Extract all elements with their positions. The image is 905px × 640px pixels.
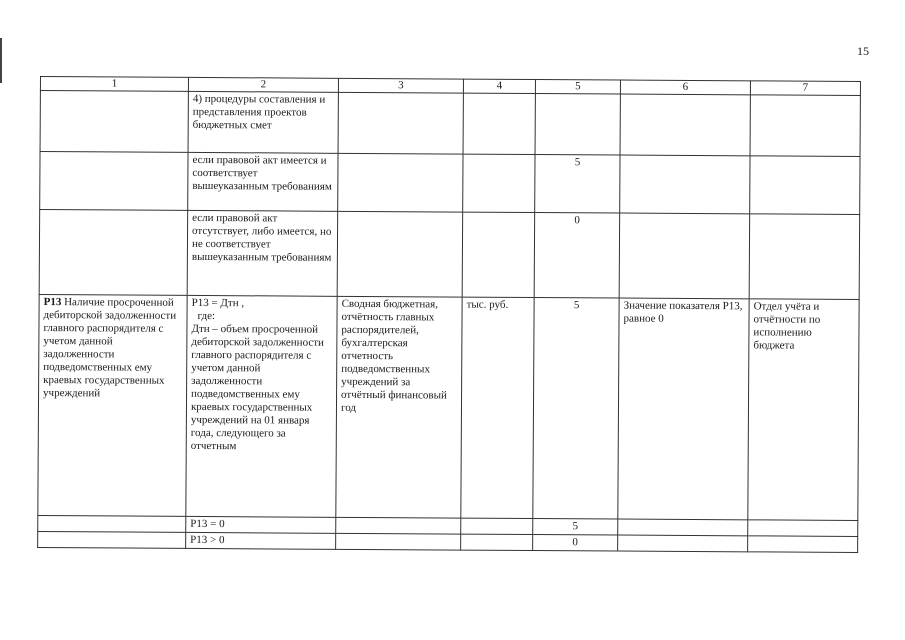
table-row (40, 152, 860, 215)
source-cell: Сводная бюджетная, отчётность главных распорядителей, бухгалтерская отчетность подведомственных учреждений за отчётный финансовый год (336, 296, 462, 518)
cell (618, 519, 748, 536)
cell-score: 5 (535, 155, 620, 214)
column-header: 3 (338, 78, 463, 93)
table-row (40, 91, 860, 157)
column-header: 2 (188, 77, 338, 92)
cell (38, 515, 186, 532)
cell: P13 = 0 (186, 516, 336, 533)
cell (618, 535, 748, 552)
cell (40, 152, 188, 211)
target-value-cell: Значение показателя P13, равное 0 (618, 298, 749, 520)
indicator-name: Наличие просроченной дебиторской задолженности главного распорядителя с учетом данной задолженности подведомственных ему краевых государственных учреждений (43, 296, 177, 400)
cell-score: 5 (533, 519, 618, 536)
unit-cell: тыс. руб. (461, 297, 534, 518)
indicator-name-cell (38, 294, 187, 516)
column-header: 7 (750, 81, 860, 96)
responsible-cell: Отдел учёта и отчётности по исполнению бюджета (748, 299, 859, 521)
table-row (38, 294, 859, 520)
cell (462, 212, 535, 297)
column-header: 6 (620, 80, 750, 95)
cell (338, 153, 463, 212)
cell (463, 93, 535, 154)
formula: P13 = Дтн , (191, 296, 245, 310)
cell-score: 0 (533, 535, 618, 552)
cell-score: 5 (533, 298, 619, 520)
cell (38, 531, 186, 548)
formula-where: где: (197, 309, 216, 323)
cell (337, 211, 463, 297)
cell (620, 155, 750, 214)
cell-score (535, 94, 620, 156)
cell (461, 534, 533, 550)
cell: 4) процедуры составления и представления проектов бюджетных смет (188, 91, 338, 153)
cell (39, 210, 188, 296)
column-header: 5 (535, 80, 620, 95)
cell (461, 518, 533, 534)
cell: если правовой акт отсутствует, либо имеется, но не соответствует вышеуказанным требованиям (187, 210, 338, 296)
cell (336, 533, 461, 550)
column-header: 4 (463, 79, 535, 93)
column-header: 1 (40, 77, 188, 92)
cell: если правовой акт имеется и соответствует вышеуказанным требованиям (188, 152, 338, 211)
cell (619, 213, 750, 299)
cell (40, 91, 188, 153)
cell (463, 154, 535, 212)
cell (750, 95, 860, 157)
formula-cell (186, 295, 337, 517)
indicator-table (37, 76, 861, 553)
cell (338, 92, 463, 154)
cell (749, 214, 860, 300)
scan-edge-mark (0, 38, 2, 83)
cell (748, 536, 858, 553)
cell (750, 156, 860, 215)
cell: P13 > 0 (186, 532, 336, 549)
indicator-code: P13 (43, 296, 62, 309)
page-number: 15 (857, 44, 869, 58)
cell (336, 517, 461, 534)
cell-score: 0 (534, 213, 620, 299)
table-row (39, 210, 860, 300)
cell (620, 94, 750, 156)
cell (748, 520, 858, 537)
formula-description: Дтн – объем просроченной дебиторской задолженности главного распорядителя с учетом данной задолженности подведомственных ему краевых государственных учреждений на 01 января года, следующего за отчетным (190, 322, 324, 453)
